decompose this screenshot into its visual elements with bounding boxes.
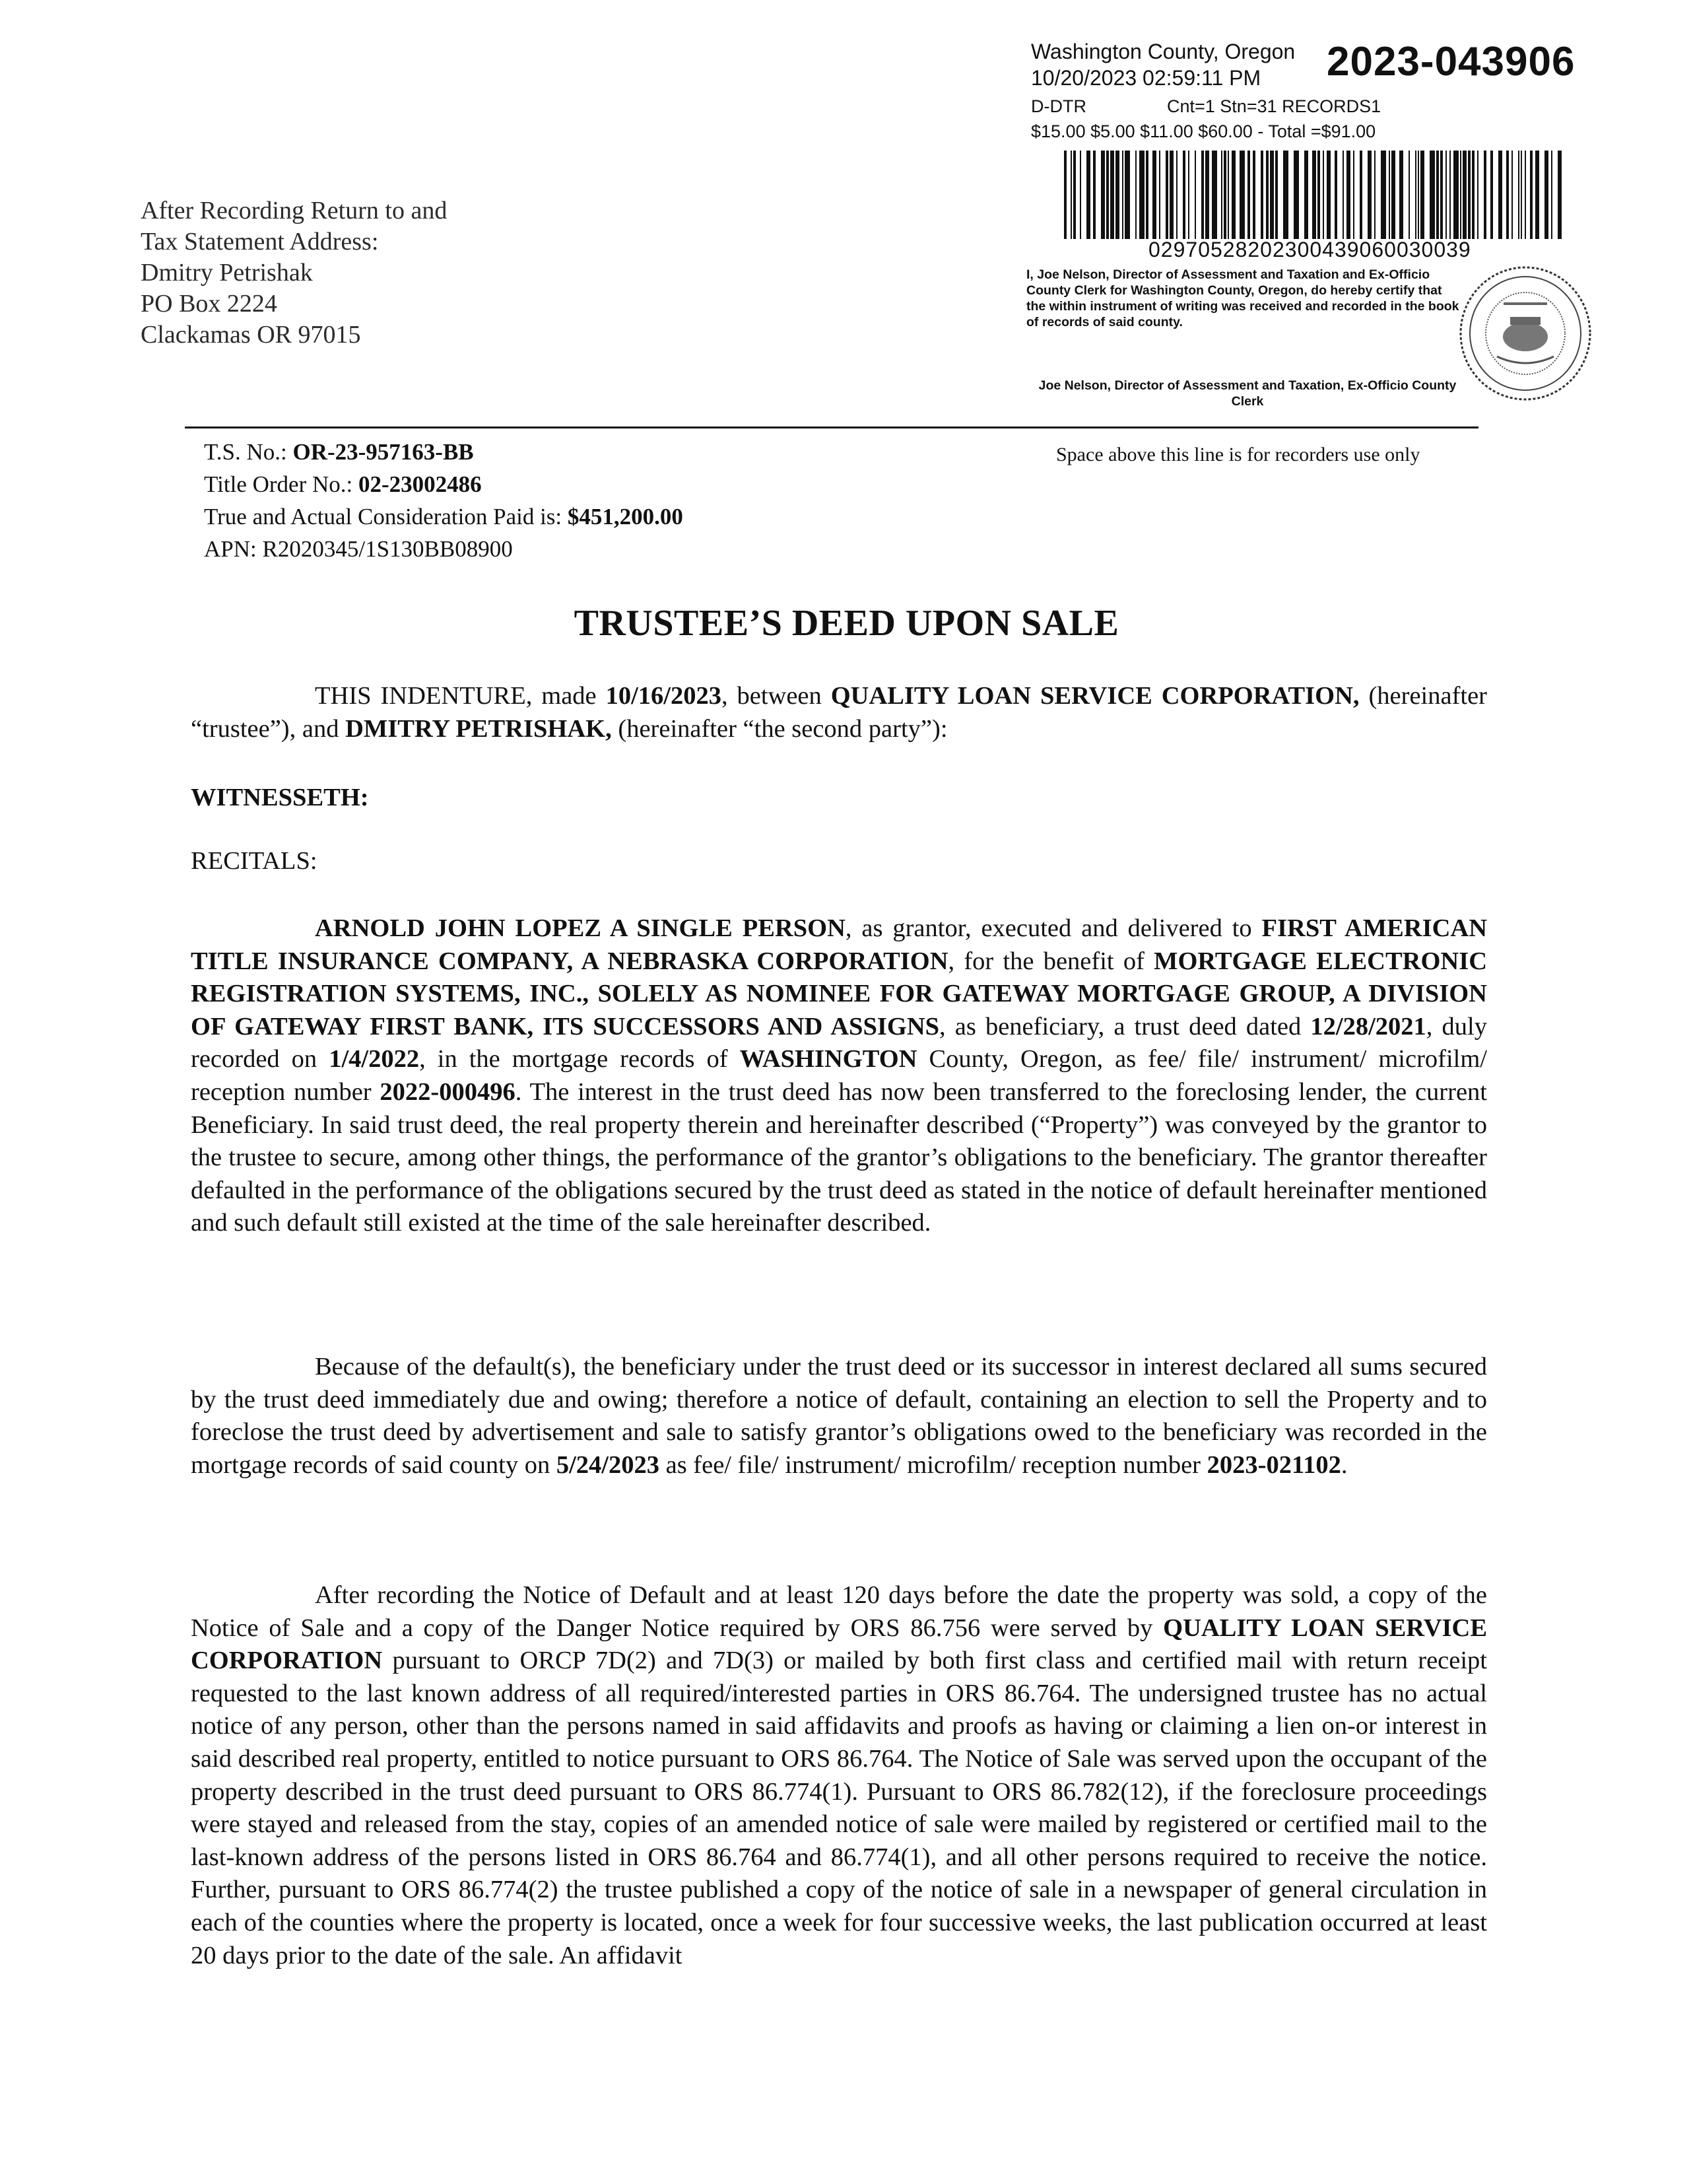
title-order-line — [204, 468, 683, 500]
recorder-divider — [185, 427, 1478, 428]
indenture-text: THIS INDENTURE, made — [315, 682, 606, 710]
indenture-text: , between — [721, 682, 831, 710]
beneficiary-name: MORTGAGE ELECTRONIC REGISTRATION SYSTEMS, INC., SOLELY AS NOMINEE FOR GATEWAY MORTGAGE GROUP, A DIVISION OF GATEWAY FIRST BANK, ITS SUCCESSORS AND ASSIGNS — [191, 947, 1487, 1041]
recital-text: as fee/ file/ instrument/ microfilm/ reception number — [659, 1450, 1207, 1479]
recital-text: County, Oregon, as fee/ file/ instrument/ microfilm/ reception number — [191, 1045, 1488, 1106]
recital-paragraph-1 — [191, 912, 1487, 1240]
indenture-text: (hereinafter “the second party”): — [611, 714, 948, 743]
order-info — [204, 436, 683, 565]
recital-text: , as beneficiary, a trust deed dated — [939, 1012, 1311, 1041]
ts-number-value: OR-23-957163-BB — [292, 439, 474, 465]
recital-text: , as grantor, executed and delivered to — [845, 914, 1262, 942]
second-party-name: DMITRY PETRISHAK, — [345, 714, 612, 743]
recital-text: pursuant to ORCP 7D(2) and 7D(3) or mailed by both first class and certified mail with return receipt requested to the last known address of all required/interested parties in ORS 86.764. The undersigned trustee has no actual notice of any person, other than the persons named in said affidavits and proofs as having or claiming a lien on-or interest in said described real property, entitled to notice pursuant to ORS 86.764. The Notice of Sale was served upon the occupant of the property described in the trust deed pursuant to ORS 86.774(1). Pursuant to ORS 86.782(12), if the foreclosure proceedings were stayed and released from the stay, copies of an amended notice of sale were mailed by registered or certified mail to the last-known address of the persons listed in ORS 86.764 and 86.774(1), and all other persons required to receive the notice. Further, pursuant to ORS 86.774(2) the trustee published a copy of the notice of sale in a newspaper of general circulation in each of the counties where the property is located, once a week for four successive weeks, the last publication occurred at least 20 days prior to the date of the sale. An affidavit — [191, 1647, 1487, 1969]
indenture-date: 10/16/2023 — [605, 682, 721, 710]
recital-paragraph-2 — [191, 1351, 1487, 1482]
return-address-line: Tax Statement Address: — [141, 228, 379, 256]
recital-text: . The interest in the trust deed has now been transferred to the foreclosing lender, the current Beneficiary. In said trust deed, the real property therein and hereinafter described (“Property”) was conveyed by the grantor to the trustee to secure, among other things, the performance of the grantor’s obligations to the beneficiary. The grantor thereafter defaulted in the performance of the obligations secured by the trust deed as stated in the notice of default hereinafter mentioned and such default still existed at the time of the sale hereinafter described. — [191, 1077, 1487, 1237]
consideration-value: $451,200.00 — [567, 504, 683, 529]
recital-text: . — [1341, 1450, 1348, 1479]
return-address-line: Dmitry Petrishak — [141, 259, 313, 287]
recitals-heading: RECITALS: — [191, 847, 317, 875]
trust-deed-date: 12/28/2021 — [1310, 1012, 1426, 1041]
recorded-date: 1/4/2022 — [329, 1045, 420, 1074]
grantor-name: ARNOLD JOHN LOPEZ A SINGLE PERSON — [315, 914, 846, 942]
ts-number-line — [204, 436, 683, 468]
recording-document-number: 2023-043906 — [1327, 39, 1576, 85]
barcode-number: 02970528202300439060030039 — [1148, 238, 1471, 261]
trustee-name: QUALITY LOAN SERVICE CORPORATION, — [830, 682, 1360, 710]
witnesseth-heading: WITNESSETH: — [191, 784, 369, 811]
recital-text: , in the mortgage records of — [419, 1045, 740, 1074]
title-order-value: 02-23002486 — [358, 471, 482, 497]
apn-value: R2020345/1S130BB08900 — [262, 536, 513, 562]
reception-number: 2022-000496 — [380, 1077, 515, 1106]
indenture-text: (hereinafter “trustee”), and — [191, 682, 1487, 743]
stamp-count-line: Cnt=1 Stn=31 RECORDS1 — [1167, 96, 1381, 116]
trustee-name: QUALITY LOAN SERVICE CORPORATION — [191, 1614, 1487, 1675]
clerk-certification: I, Joe Nelson, Director of Assessment and Taxation and Ex-Officio County Clerk for Washington County, Oregon, do hereby certify that the within instrument of writing was received and recorded in the book of records of said county. — [1026, 267, 1459, 329]
notice-default-reception-number: 2023-021102 — [1207, 1450, 1341, 1479]
consideration-label: True and Actual Consideration Paid is: — [204, 504, 568, 529]
recital-text: , for the benefit of — [948, 947, 1154, 975]
document-title: TRUSTEE’S DEED UPON SALE — [574, 603, 1119, 644]
county-seal-icon — [1457, 264, 1593, 403]
original-trustee-name: FIRST AMERICAN TITLE INSURANCE COMPANY, A NEBRASKA CORPORATION — [191, 914, 1487, 975]
return-address-line: PO Box 2224 — [141, 290, 277, 318]
barcode-icon — [1064, 151, 1566, 239]
recital-text: , duly recorded on — [191, 1012, 1487, 1074]
title-order-label: Title Order No.: — [204, 471, 358, 497]
recital-text: After recording the Notice of Default and at least 120 days before the date the property was sold, a copy of the Notice of Sale and a copy of the Danger Notice required by ORS 86.756 were served by — [191, 1581, 1487, 1642]
consideration-line — [204, 500, 683, 533]
stamp-datetime: 10/20/2023 02:59:11 PM — [1031, 66, 1261, 90]
ts-number-label: T.S. No.: — [204, 439, 293, 465]
clerk-signature-line: Joe Nelson, Director of Assessment and Taxation, Ex-Officio County Clerk — [1038, 378, 1457, 409]
recital-text: Because of the default(s), the beneficiary under the trust deed or its successor in interest declared all sums secured by the trust deed immediately due and owing; therefore a notice of default, containing an election to sell the Property and to foreclose the trust deed by advertisement and sale to satisfy grantor’s obligations owed to the beneficiary was recorded in the mortgage records of said county on — [191, 1353, 1487, 1479]
stamp-fees: $15.00 $5.00 $11.00 $60.00 - Total =$91.00 — [1031, 121, 1376, 141]
county-name: WASHINGTON — [739, 1045, 917, 1074]
recital-paragraph-3 — [191, 1579, 1487, 1972]
apn-label: APN: — [204, 536, 263, 562]
apn-line — [204, 533, 683, 565]
notice-default-date: 5/24/2023 — [556, 1450, 659, 1479]
recorder-note: Space above this line is for recorders use only — [1056, 444, 1420, 465]
stamp-document-type: D-DTR — [1031, 96, 1086, 116]
indenture-paragraph — [191, 680, 1487, 745]
return-address — [141, 195, 447, 351]
return-address-line: After Recording Return to and — [141, 197, 448, 224]
return-address-line: Clackamas OR 97015 — [141, 321, 361, 349]
stamp-county: Washington County, Oregon — [1031, 40, 1296, 63]
